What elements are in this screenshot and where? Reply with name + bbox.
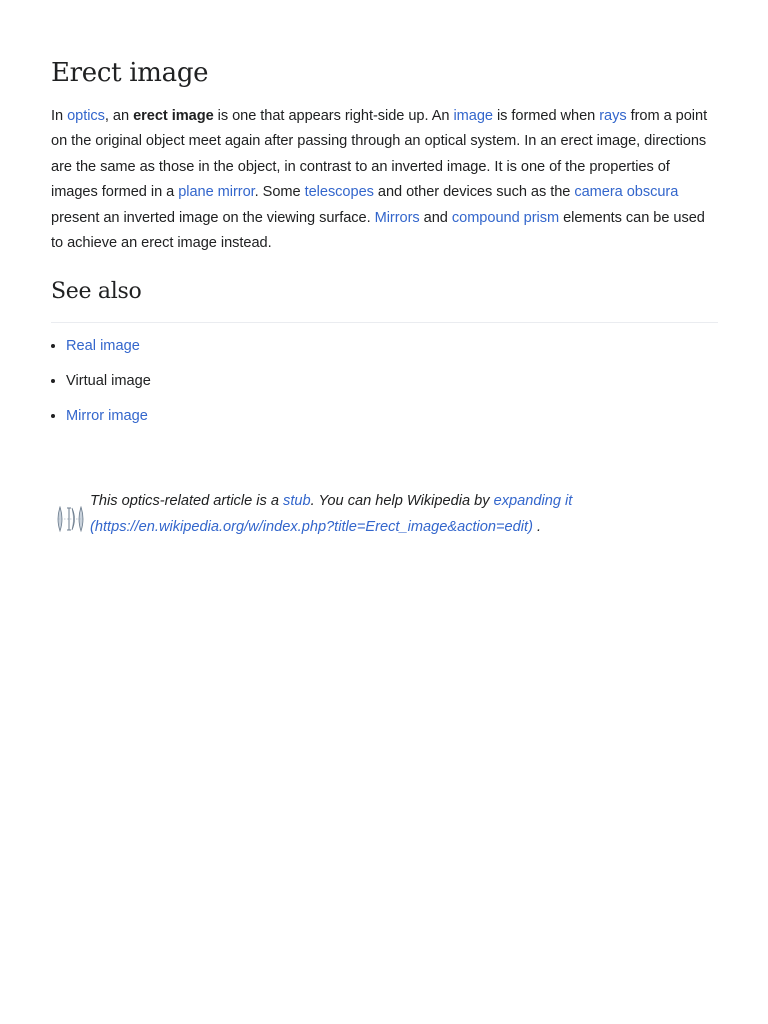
- intro-text: and: [419, 209, 452, 226]
- section-heading-see-also: See also: [51, 279, 142, 304]
- link-image[interactable]: image: [453, 108, 493, 124]
- list-item: [51, 403, 151, 438]
- intro-paragraph: [51, 104, 718, 256]
- intro-text: is formed when: [492, 108, 600, 124]
- bullet-icon: [51, 379, 55, 383]
- link-camera-obscura[interactable]: camera obscura: [574, 184, 679, 201]
- intro-text: from a point on the original object meet again after passing through an optical system. In an erect image, directions are the same as those in the object, in contrast to an inverted image. It is one of the properties of images formed in a: [51, 108, 708, 201]
- link-mirror-image[interactable]: Mirror image: [66, 408, 148, 424]
- intro-text: , an: [104, 108, 134, 124]
- bullet-icon: [51, 344, 55, 348]
- link-real-image[interactable]: Real image: [66, 338, 140, 354]
- intro-text: and other devices such as the: [373, 184, 575, 201]
- stub-text-part: This optics-related article is a: [90, 493, 284, 509]
- intro-text: In: [51, 108, 68, 124]
- link-rays[interactable]: rays: [599, 108, 627, 124]
- stub-text: [90, 488, 720, 540]
- bullet-icon: [51, 414, 55, 418]
- link-mirrors[interactable]: Mirrors: [374, 209, 420, 226]
- link-expand[interactable]: expanding it (https://en.wikipedia.org/w/index.php?title=Erect_image&action=edit): [90, 493, 573, 535]
- stub-text-part: .: [532, 519, 542, 535]
- bold-term: erect image: [133, 108, 214, 124]
- link-optics[interactable]: optics: [67, 108, 105, 124]
- link-compound-prism[interactable]: compound prism: [451, 209, 560, 226]
- list-item: [51, 333, 151, 368]
- link-telescopes[interactable]: telescopes: [304, 184, 374, 201]
- section-divider: [51, 322, 718, 323]
- link-stub[interactable]: stub: [283, 493, 311, 509]
- intro-text: present an inverted image on the viewing surface.: [51, 209, 375, 226]
- intro-text: is one that appears right-side up. An: [213, 108, 454, 124]
- stub-text-part: . You can help Wikipedia by: [310, 493, 494, 509]
- see-also-list: [51, 333, 151, 438]
- virtual-image-text: Virtual image: [66, 373, 151, 389]
- optics-lenses-icon: [56, 505, 86, 533]
- page-title: Erect image: [51, 58, 209, 88]
- stub-notice: [51, 488, 718, 540]
- list-item: [51, 368, 151, 403]
- intro-text: elements can be used to achieve an erect image instead.: [51, 209, 705, 252]
- link-plane-mirror[interactable]: plane mirror: [178, 184, 255, 201]
- intro-text: . Some: [254, 184, 305, 201]
